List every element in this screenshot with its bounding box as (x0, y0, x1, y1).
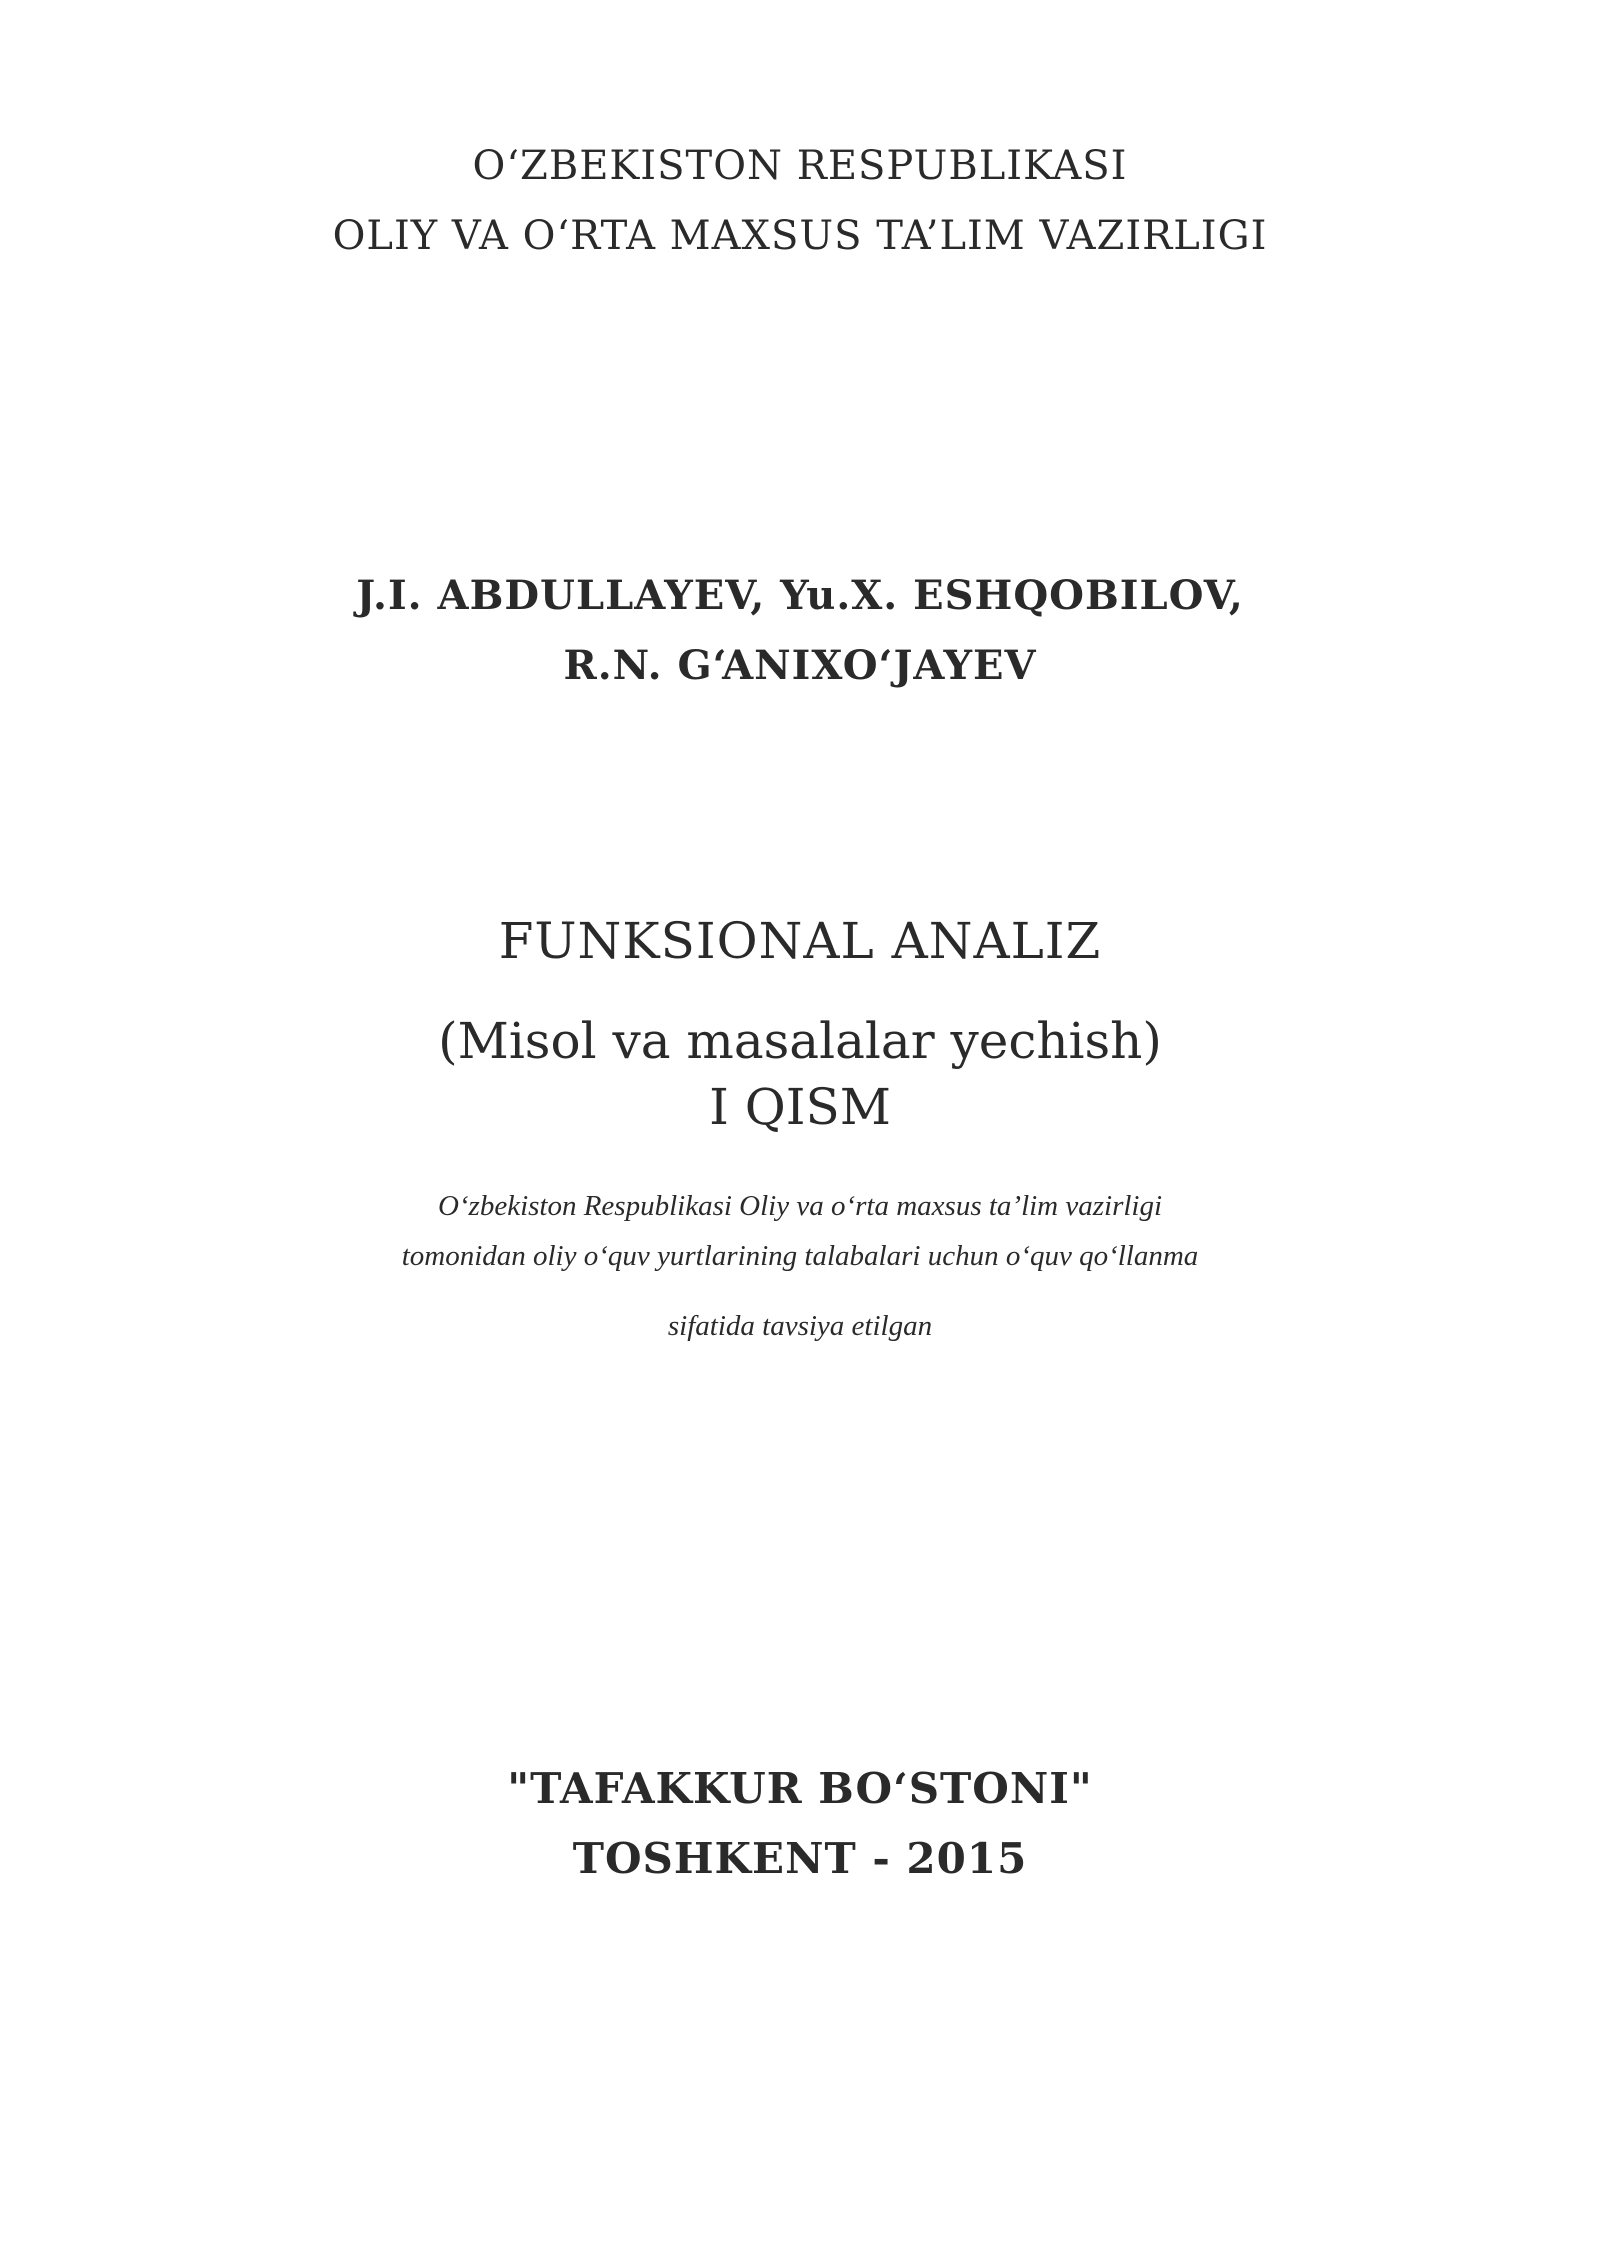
publisher-city-year: TOSHKENT - 2015 (572, 1834, 1028, 1883)
authors-line-1: J.I. ABDULLAYEV, Yu.X. ESHQOBILOV, (356, 572, 1244, 619)
approval-line-3: sifatida tavsiya etilgan (667, 1310, 933, 1342)
book-part: I QISM (709, 1078, 891, 1136)
authors-line-2: R.N. G‘ANIXO‘JAYEV (563, 642, 1037, 689)
approval-line-2: tomonidan oliy o‘quv yurtlarining talabalari uchun o‘quv qo‘llanma (401, 1240, 1199, 1272)
approval-line-1: O‘zbekiston Respublikasi Oliy va o‘rta maxsus ta’lim vazirligi (437, 1190, 1163, 1222)
book-title: FUNKSIONAL ANALIZ (498, 912, 1102, 970)
book-subtitle: (Misol va masalalar yechish) (438, 1012, 1162, 1070)
ministry-line-1: O‘ZBEKISTON RESPUBLIKASI (472, 143, 1128, 189)
publisher-name: "TAFAKKUR BO‘STONI" (507, 1764, 1093, 1813)
ministry-line-2: OLIY VA O‘RTA MAXSUS TA’LIM VAZIRLIGI (332, 213, 1268, 259)
